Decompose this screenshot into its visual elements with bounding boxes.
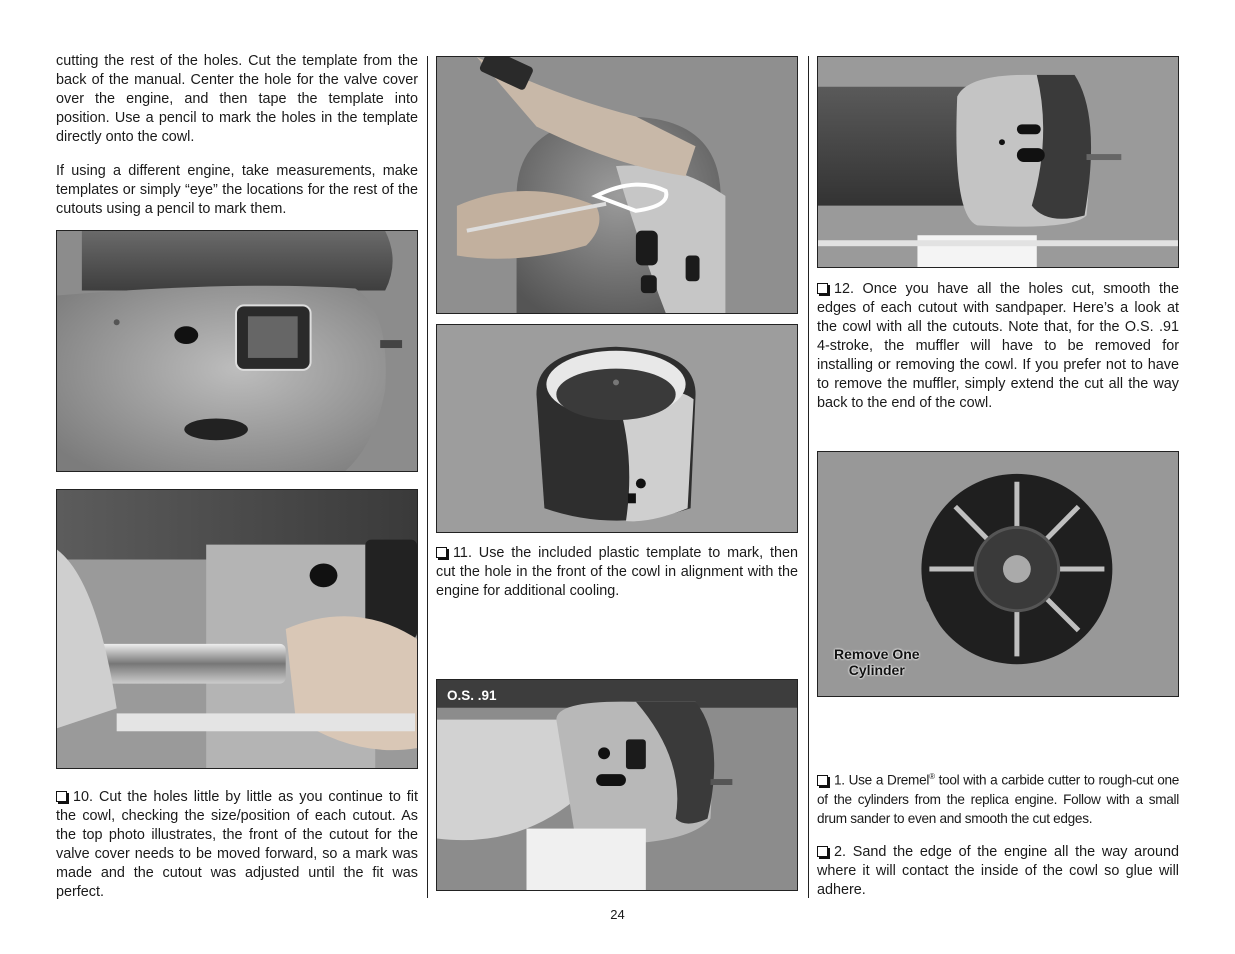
photo-replica-radial-engine bbox=[817, 451, 1179, 697]
step-11-text: 11. Use the included plastic template to mark, then cut the hole in the front of the cowl in alignment with the engine for additional cooling. bbox=[436, 545, 798, 599]
photo-cowl-front-cooling-hole bbox=[436, 324, 798, 533]
photo-marking-template-pencil bbox=[436, 56, 798, 314]
photo-cutting-holes-dremel bbox=[56, 489, 418, 769]
page-number: 24 bbox=[610, 907, 625, 922]
checkbox-icon[interactable] bbox=[436, 547, 447, 558]
photo-cowl-valve-cover-cutout bbox=[56, 230, 418, 472]
step-2-text: 2. Sand the edge of the engine all the way around where it will contact the inside of the cowl so glue will adhere. bbox=[817, 843, 1179, 898]
column-1 bbox=[56, 52, 418, 234]
paragraph-different-engine: If using a different engine, take measurements, make templates or simply “eye” the locations for the rest of the cutouts using a pencil to mark them. bbox=[56, 163, 418, 217]
column-divider-1 bbox=[427, 56, 428, 898]
step-11-block bbox=[436, 544, 798, 616]
registered-mark: ® bbox=[929, 772, 935, 781]
photo-os-91-engine-cowl bbox=[436, 679, 798, 891]
step-1-text-b: tool with a carbide cutter to rough-cut one of the cylinders from the replica engine. Follow with a small drum sander to even and smooth the cut edges. bbox=[817, 772, 1179, 826]
step-12-block bbox=[817, 280, 1179, 428]
photo-caption-remove-cylinder bbox=[834, 646, 920, 678]
checkbox-icon[interactable] bbox=[817, 775, 828, 786]
steps-1-2-block bbox=[817, 767, 1179, 915]
column-divider-2 bbox=[808, 56, 809, 898]
step-1-text-a: 1. Use a Dremel bbox=[834, 772, 930, 788]
photo-label-os-91: O.S. .91 bbox=[447, 688, 497, 703]
checkbox-icon[interactable] bbox=[56, 791, 67, 802]
checkbox-icon[interactable] bbox=[817, 846, 828, 857]
photo-cowl-all-cutouts bbox=[817, 56, 1179, 268]
paragraph-template-instructions: cutting the rest of the holes. Cut the template from the back of the manual. Center the hole for the valve cover over the engine, and then tape the template into position. Use a pencil to mark the holes in the template directly onto the cowl. bbox=[56, 53, 418, 145]
caption-line-1: Remove One bbox=[834, 646, 920, 662]
step-12-text: 12. Once you have all the holes cut, smooth the edges of each cutout with sandpaper. Here’s a look at the cowl with all the cutouts. Note that, for the O.S. .91 4-stroke, the muffler will have to be removed for installing or removing the cowl. If you prefer not to have to remove the muffler, simply extend the cut all the way back to the end of the cowl. bbox=[817, 281, 1179, 411]
step-10-text: 10. Cut the holes little by little as you continue to fit the cowl, checking the size/position of each cutout. As the top photo illustrates, the front of the cutout for the valve cover needs to be moved forward, so a mark was made and the cutout was adjusted until the fit was perfect. bbox=[56, 789, 418, 900]
checkbox-icon[interactable] bbox=[817, 283, 828, 294]
step-10-block bbox=[56, 788, 418, 917]
caption-line-2: Cylinder bbox=[848, 662, 905, 678]
